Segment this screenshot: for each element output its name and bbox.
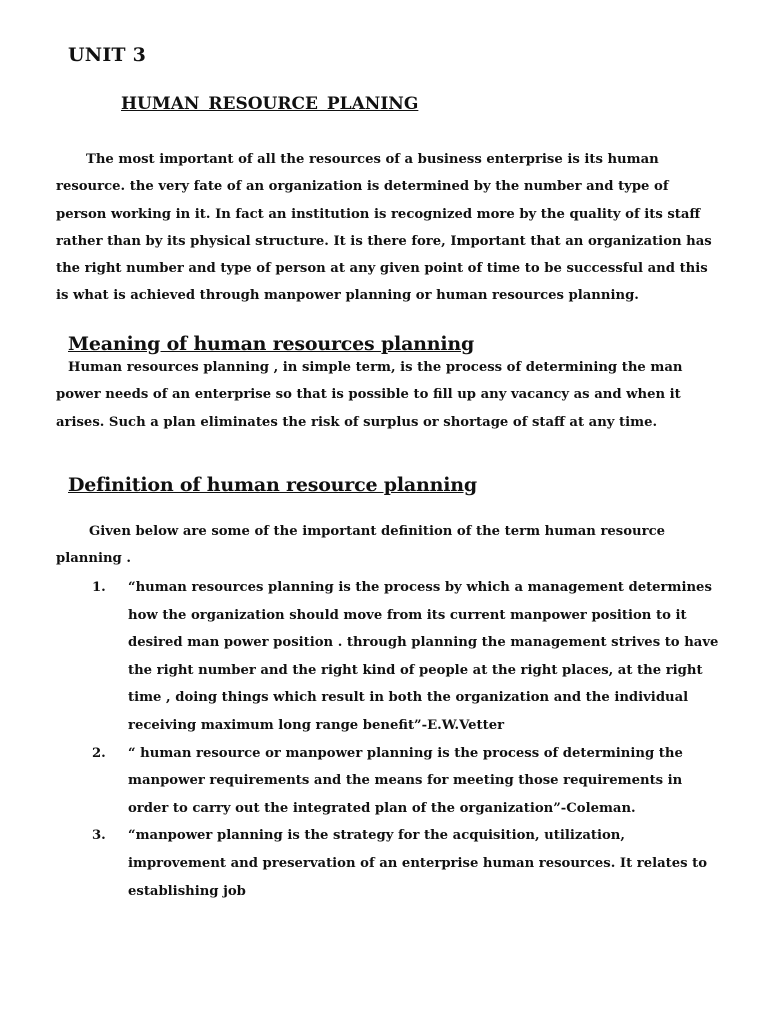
list-item-number: 3. bbox=[92, 828, 106, 844]
meaning-text: Human resources planning , in simple term, is the process of determining the man power needs of an enterprise so that is possible to fill up any vacancy as and when it arises. Such a plan eliminates the risk of surplus or shortage of staff at any time. bbox=[56, 360, 683, 430]
intro-paragraph bbox=[56, 146, 716, 310]
list-item bbox=[90, 574, 720, 740]
definition-intro-text: Given below are some of the important definition of the term human resource planning . bbox=[56, 524, 665, 567]
list-item-text: “ human resource or manpower planning is the process of determining the manpower requirements and the means for meeting those requirements in order to carry out the integrated plan of the organization”-Coleman. bbox=[128, 745, 683, 816]
intro-text: The most important of all the resources of a business enterprise is its human resource. the very fate of an organization is determined by the number and type of person working in it. In fact an institution is recognized more by the quality of its staff rather than by its physical structure. It is there fore, Important that an organization has the right number and type of person at any given point of time to be successful and this is what is achieved through manpower planning or human resources planning. bbox=[56, 152, 712, 304]
page-title: HUMAN RESOURCE PLANING bbox=[121, 94, 419, 114]
unit-label: UNIT 3 bbox=[68, 44, 146, 66]
definition-heading: Definition of human resource planning bbox=[68, 474, 477, 496]
definition-list bbox=[90, 574, 720, 905]
meaning-heading: Meaning of human resources planning bbox=[68, 333, 475, 355]
list-item-text: “manpower planning is the strategy for the acquisition, utilization, improvement and preservation of an enterprise human resources. It relates to establishing job bbox=[128, 828, 708, 899]
list-item-number: 2. bbox=[92, 745, 106, 761]
list-item-number: 1. bbox=[92, 580, 106, 595]
meaning-paragraph bbox=[56, 354, 716, 436]
list-item-text: “human resources planning is the process by which a management determines how the organization should move from its current manpower position to it desired man power position . through planning the management strives to have the right number and the right kind of people at the right places, at the right time , doing things which result in both the organization and the individual receiving maximum long range benefit”-E.W.Vetter bbox=[128, 580, 719, 733]
definition-intro-paragraph bbox=[56, 518, 716, 573]
list-item bbox=[90, 822, 720, 905]
list-item bbox=[90, 740, 720, 823]
